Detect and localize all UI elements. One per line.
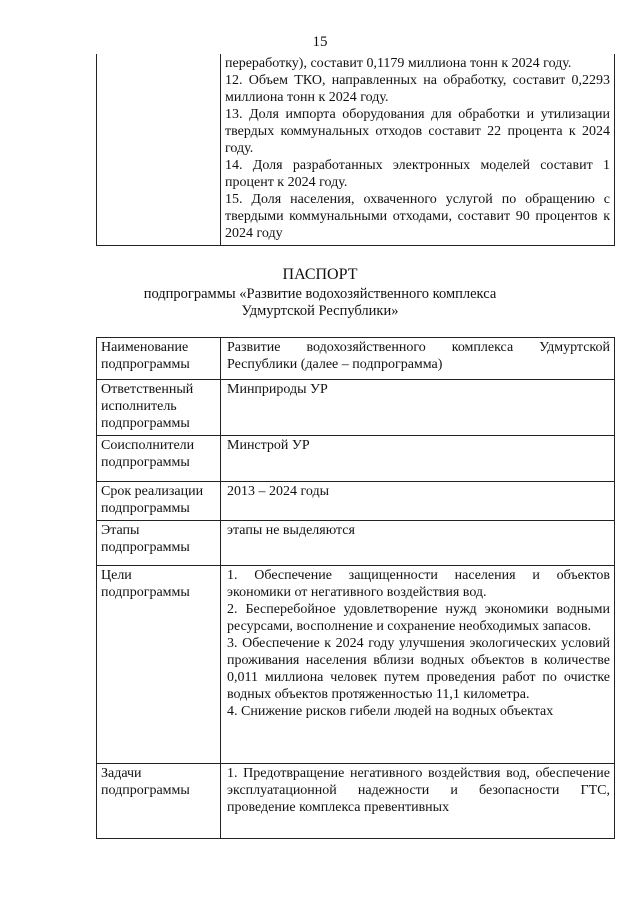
row-label: Срок реализации подпрограммы — [97, 482, 221, 521]
goal-item: 2. Бесперебойное удовлетворение нужд экономики водными ресурсами, восполнение и сохранение необходимых запасов. — [227, 602, 610, 634]
row-label: Соисполнители подпрограммы — [97, 436, 221, 482]
continuation-item: переработку), составит 0,1179 миллиона тонн к 2024 году. — [225, 56, 572, 71]
row-label: Этапы подпрограммы — [97, 521, 221, 566]
passport-subtitle-line: Удмуртской Республики» — [241, 303, 399, 319]
row-value: этапы не выделяются — [221, 521, 615, 566]
row-label: Задачи подпрограммы — [97, 764, 221, 839]
row-label: Ответственный исполнитель подпрограммы — [97, 380, 221, 436]
continuation-table — [96, 54, 615, 246]
table-row — [97, 764, 615, 839]
row-value: Минприроды УР — [221, 380, 615, 436]
continuation-label-cell — [97, 54, 221, 246]
passport-table — [96, 337, 615, 839]
row-value — [221, 566, 615, 764]
table-row — [97, 380, 615, 436]
row-value: Развитие водохозяйственного комплекса Удмуртской Республики (далее – подпрограмма) — [221, 338, 615, 380]
table-row — [97, 338, 615, 380]
row-value — [221, 764, 615, 839]
continuation-item: 13. Доля импорта оборудования для обработки и утилизации твердых коммунальных отходов составит 22 процента к 2024 году. — [225, 107, 610, 156]
goal-item: 1. Обеспечение защищенности населения и объектов экономики от негативного воздействия вод. — [227, 568, 610, 600]
passport-subtitle — [0, 286, 640, 320]
table-row — [97, 566, 615, 764]
task-item: 1. Предотвращение негативного воздействия вод, обеспечение эксплуатационной надежности и безопасности ГТС, проведение комплекса превентивных — [227, 766, 610, 815]
continuation-item: 14. Доля разработанных электронных моделей составит 1 процент к 2024 году. — [225, 158, 610, 190]
row-label: Наименование подпрограммы — [97, 338, 221, 380]
row-value: Минстрой УР — [221, 436, 615, 482]
passport-subtitle-line: подпрограммы «Развитие водохозяйственного комплекса — [143, 286, 497, 302]
continuation-item: 15. Доля населения, охваченного услугой по обращению с твердыми коммунальными отходами, составит 90 процентов к 2024 году — [225, 192, 610, 241]
table-row — [97, 521, 615, 566]
passport-title: ПАСПОРТ — [282, 266, 358, 283]
continuation-value-cell — [221, 54, 615, 246]
page-number: 15 — [312, 34, 328, 50]
row-value: 2013 – 2024 годы — [221, 482, 615, 521]
goal-item: 3. Обеспечение к 2024 году улучшения экологических условий проживания населения вблизи водных объектов в количестве 0,011 миллиона человек путем проведения работ по очистке водных объектов протяженностью 11,1 километра. — [227, 636, 610, 702]
row-label: Цели подпрограммы — [97, 566, 221, 764]
table-row — [97, 436, 615, 482]
table-row — [97, 482, 615, 521]
goal-item: 4. Снижение рисков гибели людей на водных объектах — [227, 704, 554, 719]
continuation-item: 12. Объем ТКО, направленных на обработку, составит 0,2293 миллиона тонн к 2024 году. — [225, 73, 610, 105]
